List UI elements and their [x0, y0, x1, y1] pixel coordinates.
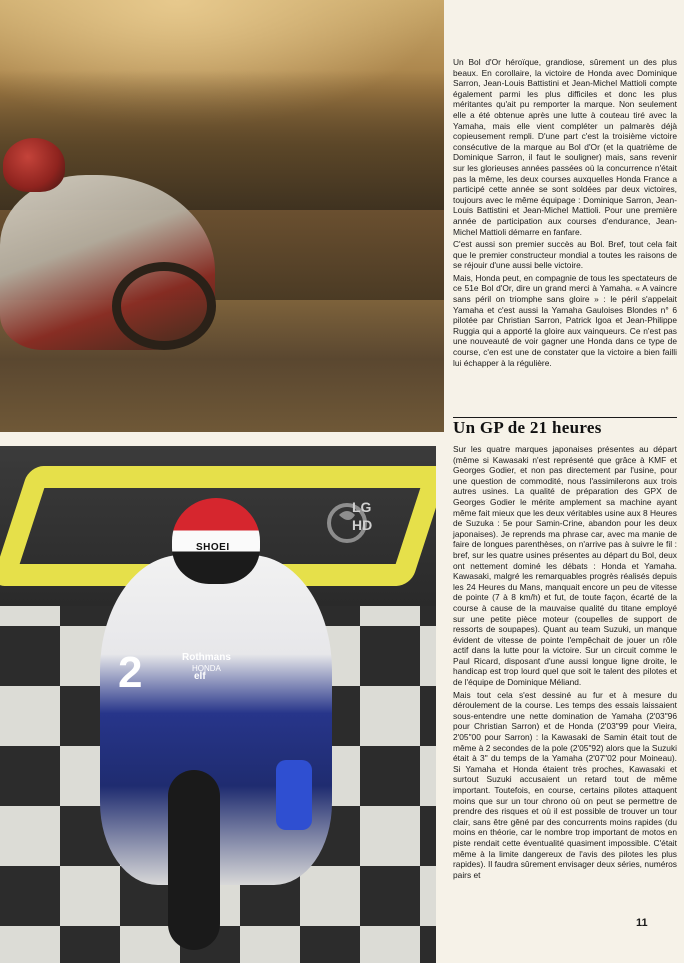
elf-logo: elf	[194, 671, 206, 682]
article-column-bottom	[453, 444, 677, 882]
paragraph: Mais, Honda peut, en compagnie de tous les spectateurs de ce 51e Bol d'Or, dire un grand merci à Yamaha. « A vaincre sans péril on triomphe sans gloire » : le péril s'appelait Yamaha et c'est aussi la Yamaha Gauloises Blondes n° 6 pilotée par Christian Sarron, Patrick Igoa et Jean-Philippe Ruggia qui a apporté la gloire aux vainqueurs. Ce n'est pas une nouveauté de voir gagner une Honda dans ce type de course, c'en est une de constater que la victoire a bien failli lui échapper à la régulière.	[453, 272, 677, 368]
race-number: 2	[118, 648, 143, 697]
page-number: 11	[636, 917, 648, 929]
sponsor-logo: Rothmans	[182, 652, 231, 663]
watermark-text	[352, 498, 372, 534]
paragraph: Mais tout cela s'est dessiné au fur et à mesure du déroulement de la course. Les temps des essais laissaient sous-entendre une nette domination de Yamaha (2'03"96 pour Christian Sarron) et de Honda (2'03"99 pour Vieira, 2'05"00 pour Sarron) : la Kawasaki de Samin était tout de même à 2 secondes de la pole (2'05"92) alors que la Suzuki était à 3" du temps de la Yamaha (2'07"02 pour Moineau). Si Yamaha et Honda étaient très proches, Kawasaki et surtout Suzuki accusaient un retard tout de même important. Toutefois, en course, certains pilotes attaquent moins que sur un tour chrono où on peut se permettre de prendre des risques et où il est possible de trouver un tour clair, sans être gêné par des concurrents moins rapides (du moins en théorie, car le nombre trop important de motos en piste rendait cette éventualité quasiment impossible. C'était même à la limite dangereux de l'avis des pilotes les plus rapides). Il faudra sûrement envisager deux séries, numéros pairs et	[453, 689, 677, 880]
paragraph: Sur les quatre marques japonaises présentes au départ (même si Kawasaki n'est représenté que grâce à KMF et Georges Godier, et non pas directement par l'usine, pour une question de commodité, nous l'assimilerons aux trois autres usines. La qualité de préparation des GPX de Georges Godier le mérite amplement sa machine ayant même fait mieux que les deux véritables usine aux 8 Heures de Suzuka : 5e pour Samin-Crine, abandon pour les deux japonaises). Je reprends ma phrase car, avec ma manie de faire de longues parenthèses, on n'arrive pas à suivre le fil : bref, sur les quatre usines présentes au départ du Bol, deux ont nettement dominé les débats : Honda et Yamaha. Kawasaki, malgré les remarquables progrès réalisés depuis les 24 Heures du Mans, manquait encore un peu de vitesse de pointe (7 à 8 km/h) et fut, de toute façon, écarté de la course à cause de la mauvaise qualité du titane employé sur une petite pièce moteur (coupelles de support de ressorts de soupapes). Quant au team Suzuki, un manque évident de vitesse de pointe l'empêchait de jouer un rôle actif dans la lutte pour la victoire. Sur un circuit comme le Paul Ricard, disposant d'une aussi longue ligne droite, le handicap est trop lourd quel que soit le talent des pilotes et de l'équipe de Dominique Méliand.	[453, 444, 677, 688]
watermark-line2: HD	[352, 517, 373, 533]
photo-top-sunset-rider	[0, 0, 444, 432]
wheel-shape	[112, 262, 216, 350]
helmet-shape	[172, 498, 260, 584]
helmet-brand-text: SHOEI	[196, 542, 230, 553]
sponsor-sub-logo: HONDA	[192, 664, 221, 673]
section-heading: Un GP de 21 heures	[453, 418, 602, 437]
article-column-top	[453, 57, 677, 370]
helmet-shape	[3, 138, 65, 192]
paragraph: Un Bol d'Or héroïque, grandiose, sûrement un des plus beaux. En corollaire, la victoire de Honda avec Dominique Sarron, Jean-Louis Battistini et Jean-Michel Mattioli compte également parmi les plus difficiles et donc les plus méritantes qu'ait pu remporter la marque. Non seulement elle a été obtenue après une lutte à couteau tiré avec la Yamaha, mais elle vient compléter un palmarès déjà copieusement rempli. D'une part c'est la troisième victoire consécutive de la marque au Bol d'Or (et la quatrième de Dominique Sarron, il faut le souligner) mais, sans revenir sur les glorieuses années passées où la concurrence n'était pas la même, les deux courses auxquelles Honda France a participé cette année se sont soldées par deux victoires, toujours avec le même équipage : Dominique Sarron, Jean-Louis Battistini et Jean-Michel Mattioli. Pour une première année de participation aux courses d'endurance, Jean-Michel Mattioli démarre en fanfare.	[453, 57, 677, 237]
watermark-line1: LG	[352, 499, 372, 515]
rider-boot	[276, 760, 312, 830]
paragraph: C'est aussi son premier succès au Bol. Bref, tout cela fait que le premier constructeur mondial a toutes les raisons de se réjouir d'une aussi belle victoire.	[453, 239, 677, 271]
front-wheel	[168, 770, 220, 950]
